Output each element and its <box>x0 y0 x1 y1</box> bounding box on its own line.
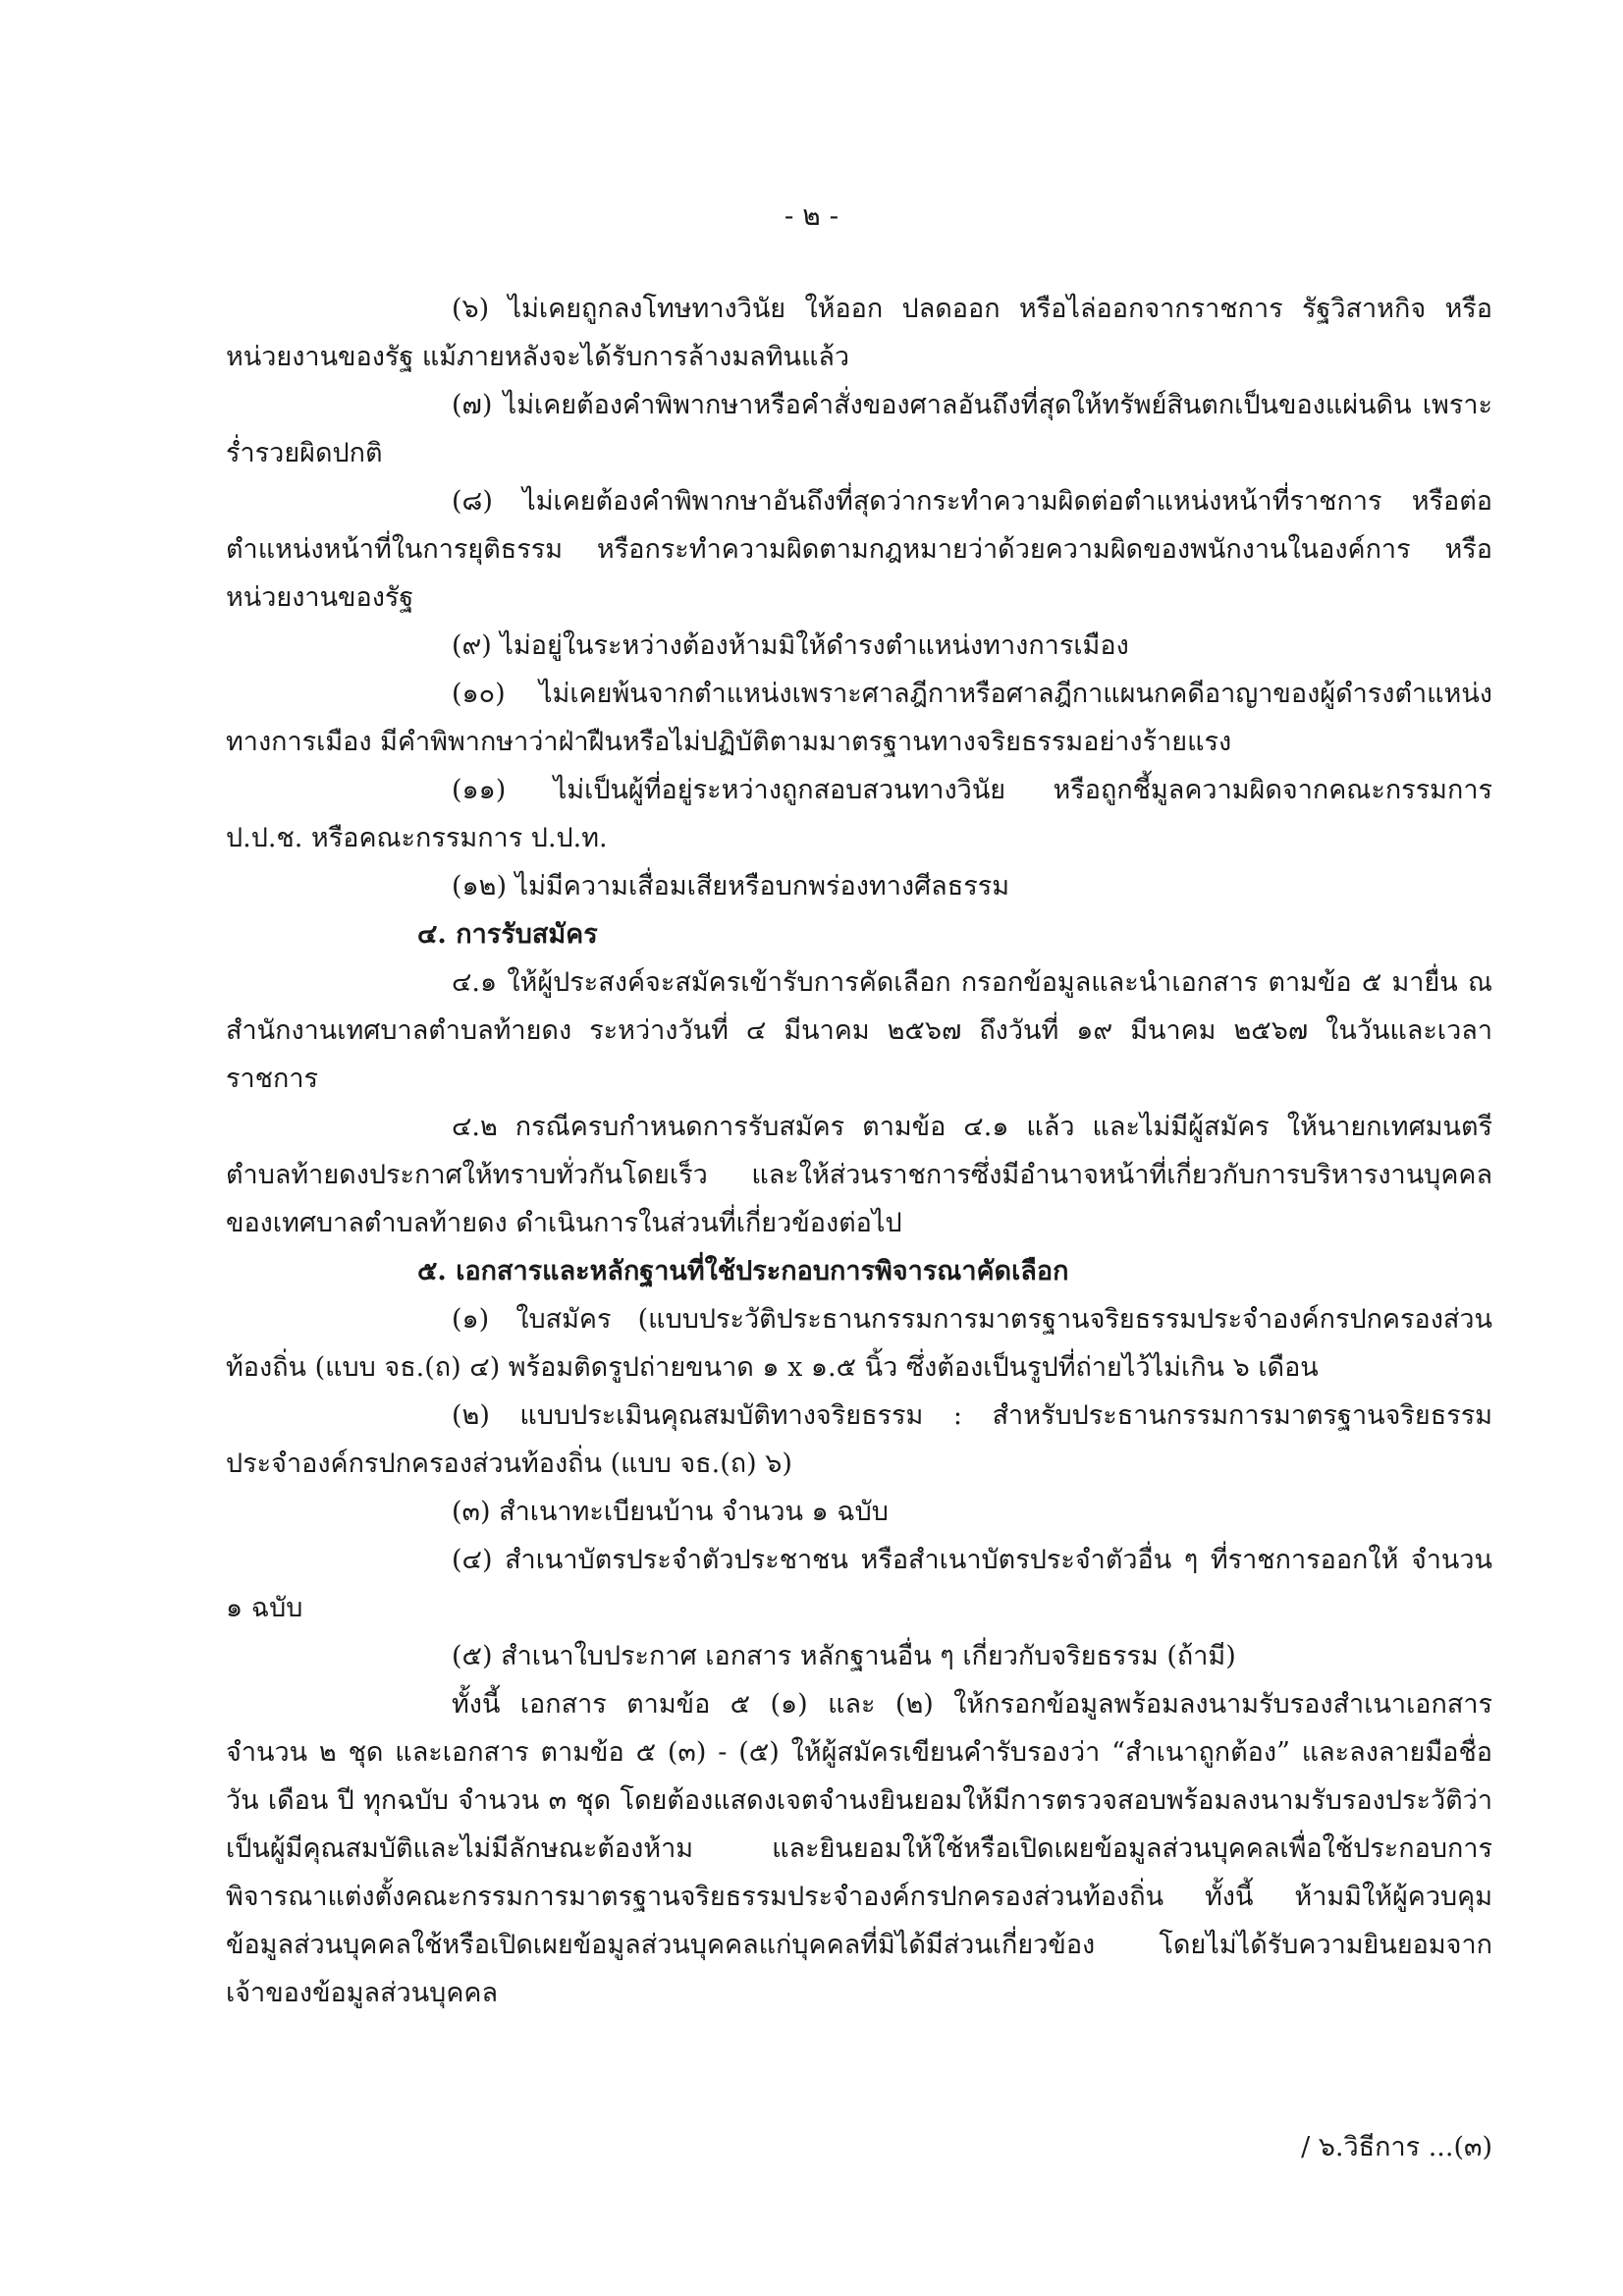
continuation-note: / ๖.วิธีการ ...(๓) <box>1301 2132 1492 2162</box>
section-5-item-2: (๒) แบบประเมินคุณสมบัติทางจริยธรรม : สำหรับประธานกรรมการมาตรฐานจริยธรรมประจำองค์กรปกครองส่วนท้องถิ่น (แบบ จธ.(ถ) ๖) <box>226 1400 1492 1479</box>
section-5-item-3: (๓) สำเนาทะเบียนบ้าน จำนวน ๑ ฉบับ <box>452 1497 889 1527</box>
section-5-item-1: (๑) ใบสมัคร (แบบประวัติประธานกรรมการมาตรฐานจริยธรรมประจำองค์กรปกครองส่วนท้องถิ่น (แบบ จธ.(ถ) ๔) พร้อมติดรูปถ่ายขนาด ๑ x ๑.๕ นิ้ว ซึ่งต้องเป็นรูปที่ถ่ายไว้ไม่เกิน ๖ เดือน <box>226 1304 1492 1383</box>
clause-9: (๙) ไม่อยู่ในระหว่างต้องห้ามมิให้ดำรงตำแหน่งทางการเมือง <box>452 630 1129 661</box>
clause-12: (๑๒) ไม่มีความเสื่อมเสียหรือบกพร่องทางศีลธรรม <box>452 871 1010 902</box>
section-5-note: ทั้งนี้ เอกสาร ตามข้อ ๕ (๑) และ (๒) ให้กรอกข้อมูลพร้อมลงนามรับรองสำเนาเอกสาร จำนวน ๒ ชุด และเอกสาร ตามข้อ ๕ (๓) - (๕) ให้ผู้สมัครเขียนคำรับรองว่า “สำเนาถูกต้อง” และลงลายมือชื่อ วัน เดือน ปี ทุกฉบับ จำนวน ๓ ชุด โดยต้องแสดงเจตจำนงยินยอมให้มีการตรวจสอบพร้อมลงนามรับรองประวัติว่าเป็นผู้มีคุณสมบัติและไม่มีลักษณะต้องห้าม และยินยอมให้ใช้หรือเปิดเผยข้อมูลส่วนบุคคลเพื่อใช้ประกอบการพิจารณาแต่งตั้งคณะกรรมการมาตรฐานจริยธรรมประจำองค์กรปกครองส่วนท้องถิ่น ทั้งนี้ ห้ามมิให้ผู้ควบคุมข้อมูลส่วนบุคคลใช้หรือเปิดเผยข้อมูลส่วนบุคคลแก่บุคคลที่มิได้มีส่วนเกี่ยวข้อง โดยไม่ได้รับความยินยอมจากเจ้าของข้อมูลส่วนบุคคล <box>226 1689 1492 2008</box>
section-4-item-2: ๔.๒ กรณีครบกำหนดการรับสมัคร ตามข้อ ๔.๑ แล้ว และไม่มีผู้สมัคร ให้นายกเทศมนตรีตำบลท้ายดงประกาศให้ทราบทั่วกันโดยเร็ว และให้ส่วนราชการซึ่งมีอำนาจหน้าที่เกี่ยวกับการบริหารงานบุคคลของเทศบาลตำบลท้ายดง ดำเนินการในส่วนที่เกี่ยวข้องต่อไป <box>226 1112 1492 1238</box>
document-body <box>226 285 1492 2017</box>
clause-11: (๑๑) ไม่เป็นผู้ที่อยู่ระหว่างถูกสอบสวนทางวินัย หรือถูกชี้มูลความผิดจากคณะกรรมการ ป.ป.ช. หรือคณะกรรมการ ป.ป.ท. <box>226 775 1492 853</box>
section-5-heading: ๕. เอกสารและหลักฐานที่ใช้ประกอบการพิจารณาคัดเลือก <box>417 1256 1069 1286</box>
clause-6: (๖) ไม่เคยถูกลงโทษทางวินัย ให้ออก ปลดออก หรือไล่ออกจากราชการ รัฐวิสาหกิจ หรือหน่วยงานของรัฐ แม้ภายหลังจะได้รับการล้างมลทินแล้ว <box>226 294 1492 372</box>
clause-8: (๘) ไม่เคยต้องคำพิพากษาอันถึงที่สุดว่ากระทำความผิดต่อตำแหน่งหน้าที่ราชการ หรือต่อตำแหน่งหน้าที่ในการยุติธรรม หรือกระทำความผิดตามกฎหมายว่าด้วยความผิดของพนักงานในองค์การ หรือหน่วยงานของรัฐ <box>226 486 1492 613</box>
section-5-item-5: (๕) สำเนาใบประกาศ เอกสาร หลักฐานอื่น ๆ เกี่ยวกับจริยธรรม (ถ้ามี) <box>452 1641 1236 1671</box>
section-4-heading: ๔. การรับสมัคร <box>417 919 598 950</box>
page-number: - ๒ - <box>784 199 839 232</box>
section-5-item-4: (๔) สำเนาบัตรประจำตัวประชาชน หรือสำเนาบัตรประจำตัวอื่น ๆ ที่ราชการออกให้ จำนวน ๑ ฉบับ <box>226 1545 1492 1623</box>
clause-7: (๗) ไม่เคยต้องคำพิพากษาหรือคำสั่งของศาลอันถึงที่สุดให้ทรัพย์สินตกเป็นของแผ่นดิน เพราะร่ำรวยผิดปกติ <box>226 390 1492 468</box>
clause-10: (๑๐) ไม่เคยพ้นจากตำแหน่งเพราะศาลฎีกาหรือศาลฎีกาแผนกคดีอาญาของผู้ดำรงตำแหน่งทางการเมือง มีคำพิพากษาว่าฝ่าฝืนหรือไม่ปฏิบัติตามมาตรฐานทางจริยธรรมอย่างร้ายแรง <box>226 679 1492 757</box>
section-4-item-1: ๔.๑ ให้ผู้ประสงค์จะสมัครเข้ารับการคัดเลือก กรอกข้อมูลและนำเอกสาร ตามข้อ ๕ มายื่น ณ สำนักงานเทศบาลตำบลท้ายดง ระหว่างวันที่ ๔ มีนาคม ๒๕๖๗ ถึงวันที่ ๑๙ มีนาคม ๒๕๖๗ ในวันและเวลาราชการ <box>226 967 1492 1094</box>
